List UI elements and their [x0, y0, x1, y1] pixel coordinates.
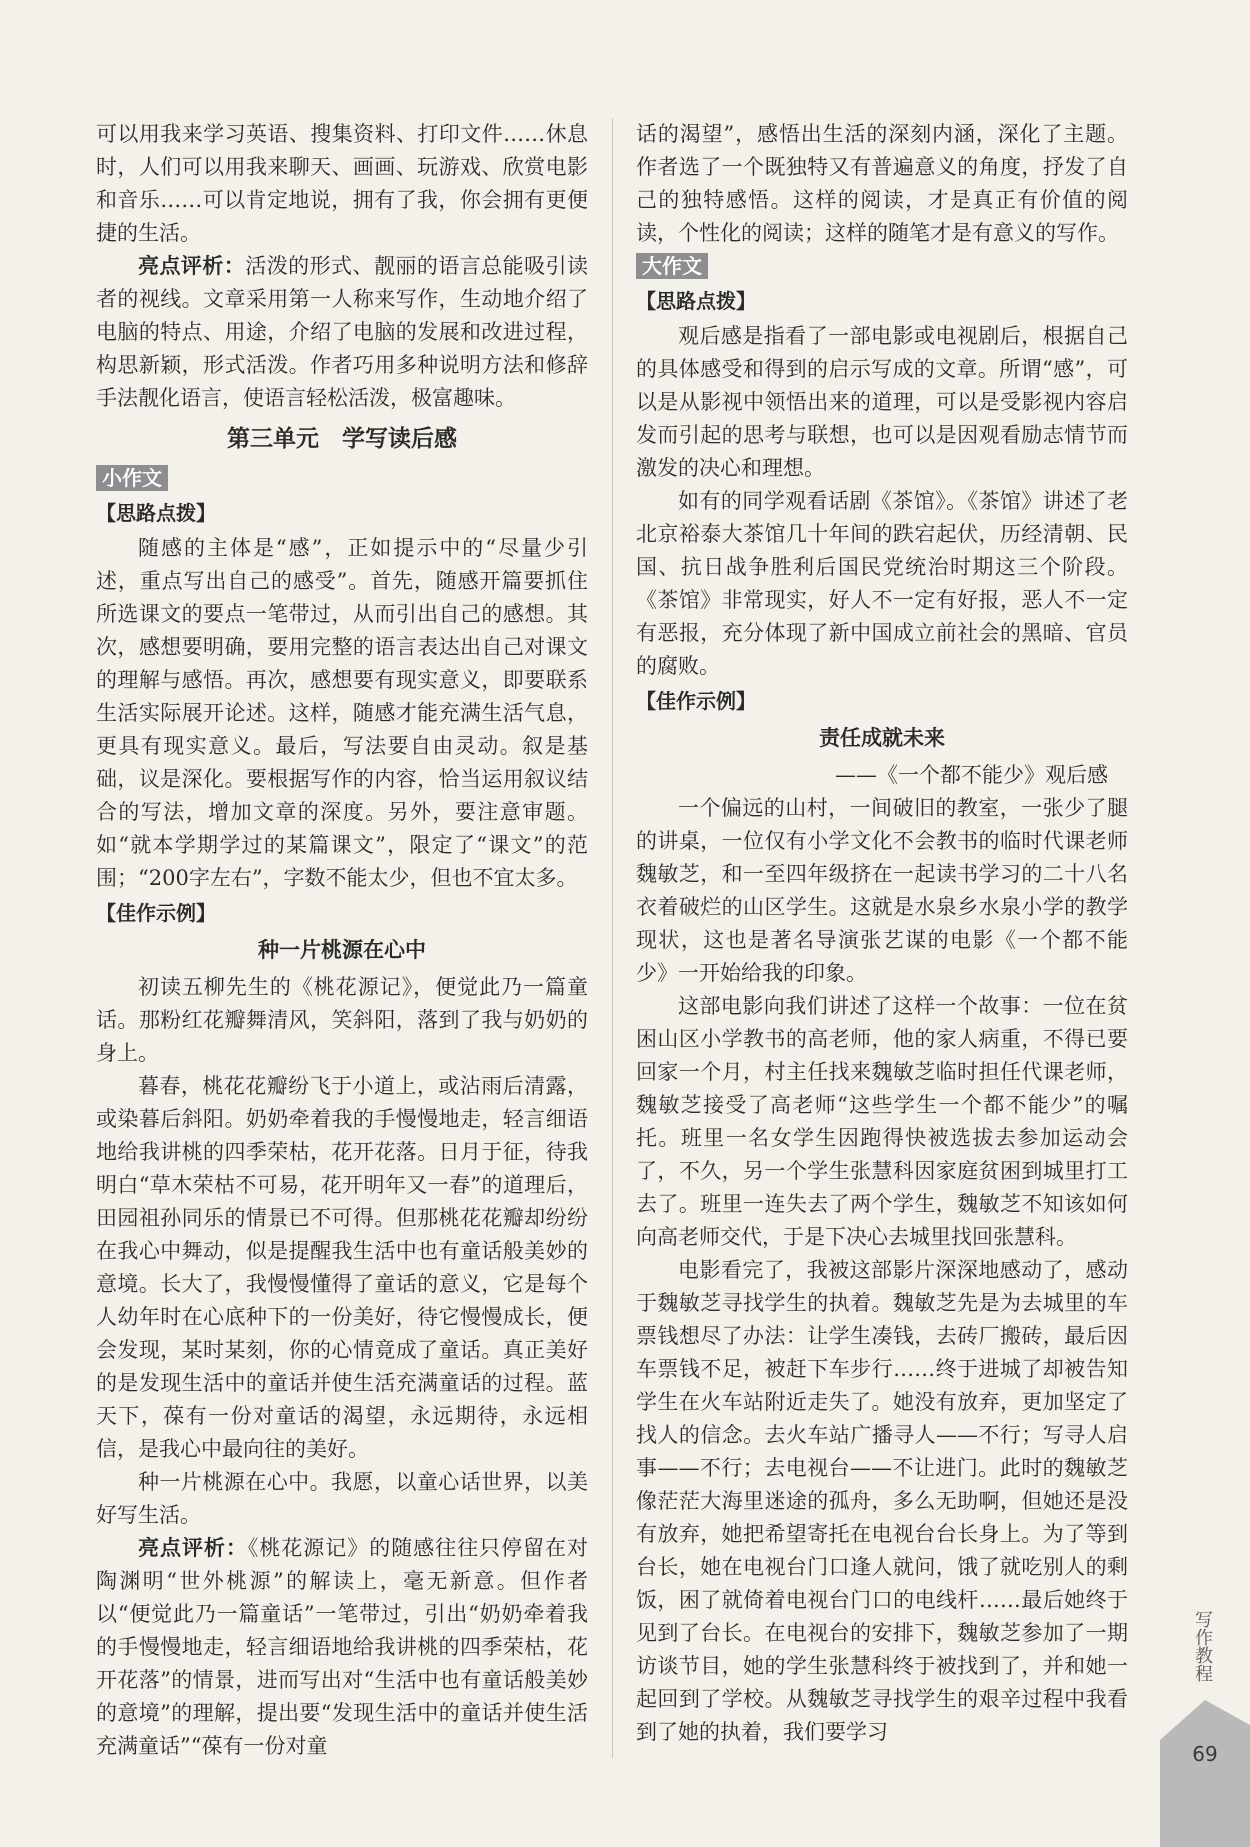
unit-title: 第三单元 学写读后感: [227, 426, 457, 452]
thinking-heading: 【思路点拨】: [96, 501, 216, 525]
example-heading-2: 【佳作示例】: [636, 689, 756, 713]
essay-title: 种一片桃源在心中: [258, 938, 426, 962]
essay-paragraph-1: 初读五柳先生的《桃花源记》，便觉此乃一篇童话。那粉红花瓣舞清风，笑斜阳，落到了我与奶奶的身上。: [96, 975, 588, 1065]
left-column: [96, 118, 588, 1763]
thinking-paragraph: 随感的主体是“感”，正如提示中的“尽量少引述，重点写出自己的感受”。首先，随感开篇要抓住所选课文的要点一笔带过，从而引出自己的感想。其次，感想要明确，要用完整的语言表达出自己对课文的理解与感悟。再次，感想要有现实意义，即要联系生活实际展开论述。这样，随感才能充满生活气息，更具有现实意义。最后，写法要自由灵动。叙是基础，议是深化。要根据写作的内容，恰当运用叙议结合的写法，增加文章的深度。另外，要注意审题。如“就本学期学过的某篇课文”，限定了“课文”的范围；“200字左右”，字数不能太少，但也不宜太多。: [96, 536, 588, 890]
essay2-paragraph-3: 电影看完了，我被这部影片深深地感动了，感动于魏敏芝寻找学生的执着。魏敏芝先是为去城里的车票钱想尽了办法：让学生凑钱，去砖厂搬砖，最后因车票钱不足，被赶下车步行……终于进城了却被告知学生在火车站附近走失了。她没有放弃，更加坚定了找人的信念。去火车站广播寻人——不行；写寻人启事——不行；去电视台——不让进门。此时的魏敏芝像茫茫大海里迷途的孤舟，多么无助啊，但她还是没有放弃，她把希望寄托在电视台台长身上。为了等到台长，她在电视台门口逢人就问，饿了就吃别人的剩饭，困了就倚着电视台门口的电线杆……最后她终于见到了台长。在电视台的安排下，魏敏芝参加了一期访谈节目，她的学生张慧科终于被找到了，并和她一起回到了学校。从魏敏芝寻找学生的艰辛过程中我看到了她的执着，我们要学习: [636, 1258, 1128, 1744]
column-divider: [612, 118, 613, 1758]
essay-title-2: 责任成就未来: [819, 726, 945, 750]
page-corner-tab: [1160, 1700, 1250, 1847]
comment-label-1: 亮点评析：: [138, 254, 246, 278]
tab-big-essay: 大作文: [636, 253, 708, 279]
essay2-paragraph-2: 这部电影向我们讲述了这样一个故事：一位在贫困山区小学教书的高老师，他的家人病重，不得已要回家一个月，村主任找来魏敏芝临时担任代课老师，魏敏芝接受了高老师“这些学生一个都不能少”的嘱托。班里一名女学生因跑得快被选拔去参加运动会了，不久，另一个学生张慧科因家庭贫困到城里打工去了。班里一连失去了两个学生，魏敏芝不知该如何向高老师交代，于是下决心去城里找回张慧科。: [636, 994, 1128, 1249]
tab-small-essay: 小作文: [96, 465, 168, 491]
essay-paragraph-2: 暮春，桃花花瓣纷飞于小道上，或沾雨后清露，或染暮后斜阳。奶奶牵着我的手慢慢地走，轻言细语地给我讲桃的四季荣枯，花开花落。日月于征，待我明白“草木荣枯不可易，花开明年又一春”的道理后，田园祖孙同乐的情景已不可得。但那桃花花瓣却纷纷在我心中舞动，似是提醒我生活中也有童话般美妙的意境。长大了，我慢慢懂得了童话的意义，它是每个人幼年时在心底种下的一份美好，待它慢慢成长，便会发现，某时某刻，你的心情竟成了童话。真正美好的是发现生活中的童话并使生活充满童话的过程。蓝天下，葆有一份对童话的渴望，永远期待，永远相信，是我心中最向往的美好。: [96, 1074, 588, 1461]
tab-big-essay-wrap: [636, 250, 1128, 283]
side-section-label: 写作教程: [1192, 1610, 1213, 1682]
comment-text-2: 《桃花源记》的随感往往只停留在对陶渊明“世外桃源”的解读上，毫无新意。但作者以“便觉此乃一篇童话”一笔带过，引出“奶奶牵着我的手慢慢地走，轻言细语地给我讲桃的四季荣枯，花开花落”的情景，进而写出对“生活中也有童话般美妙的意境”的理解，提出要“发现生活中的童话并使生活充满童话”“葆有一份对童: [96, 1536, 588, 1758]
thinking-heading-2: 【思路点拨】: [636, 289, 756, 313]
comment-paragraph-1: [96, 250, 588, 415]
thinking-paragraph-2a: 观后感是指看了一部电影或电视剧后，根据自己的具体感受和得到的启示写成的文章。所谓“感”，可以是从影视中领悟出来的道理，可以是受影视内容启发而引起的思考与联想，也可以是因观看励志情节而激发的决心和理想。: [636, 324, 1128, 480]
example-heading: 【佳作示例】: [96, 901, 216, 925]
essay-subtitle-2: ——《一个都不能少》观后感: [835, 763, 1108, 787]
comment-paragraph-2: [96, 1532, 588, 1763]
essay2-paragraph-1: 一个偏远的山村，一间破旧的教室，一张少了腿的讲桌，一位仅有小学文化不会教书的临时代课老师魏敏芝，和一至四年级挤在一起读书学习的二十八名衣着破烂的山区学生。这就是水泉乡水泉小学的教学现状，这也是著名导演张艺谋的电影《一个都不能少》一开始给我的印象。: [636, 796, 1128, 985]
continued-paragraph: 话的渴望”，感悟出生活的深刻内涵，深化了主题。作者选了一个既独特又有普遍意义的角度，抒发了自己的独特感悟。这样的阅读，才是真正有价值的阅读，个性化的阅读；这样的随笔才是有意义的写作。: [636, 122, 1128, 245]
right-column: [636, 118, 1128, 1749]
essay-paragraph-3: 种一片桃源在心中。我愿，以童心话世界，以美好写生活。: [96, 1470, 588, 1527]
intro-paragraph: 可以用我来学习英语、搜集资料、打印文件……休息时，人们可以用我来聊天、画画、玩游戏、欣赏电影和音乐……可以肯定地说，拥有了我，你会拥有更便捷的生活。: [96, 122, 588, 245]
comment-label-2: 亮点评析：: [138, 1536, 248, 1560]
page-number: 69: [1192, 1742, 1218, 1766]
thinking-paragraph-2b: 如有的同学观看话剧《茶馆》。《茶馆》讲述了老北京裕泰大茶馆几十年间的跌宕起伏，历经清朝、民国、抗日战争胜利后国民党统治时期这三个阶段。《茶馆》非常现实，好人不一定有好报，恶人不一定有恶报，充分体现了新中国成立前社会的黑暗、官员的腐败。: [636, 489, 1128, 678]
tab-small-essay-wrap: [96, 462, 588, 495]
comment-text-1: 活泼的形式、靓丽的语言总能吸引读者的视线。文章采用第一人称来写作，生动地介绍了电脑的特点、用途，介绍了电脑的发展和改进过程，构思新颖，形式活泼。作者巧用多种说明方法和修辞手法靓化语言，使语言轻松活泼，极富趣味。: [96, 254, 588, 410]
